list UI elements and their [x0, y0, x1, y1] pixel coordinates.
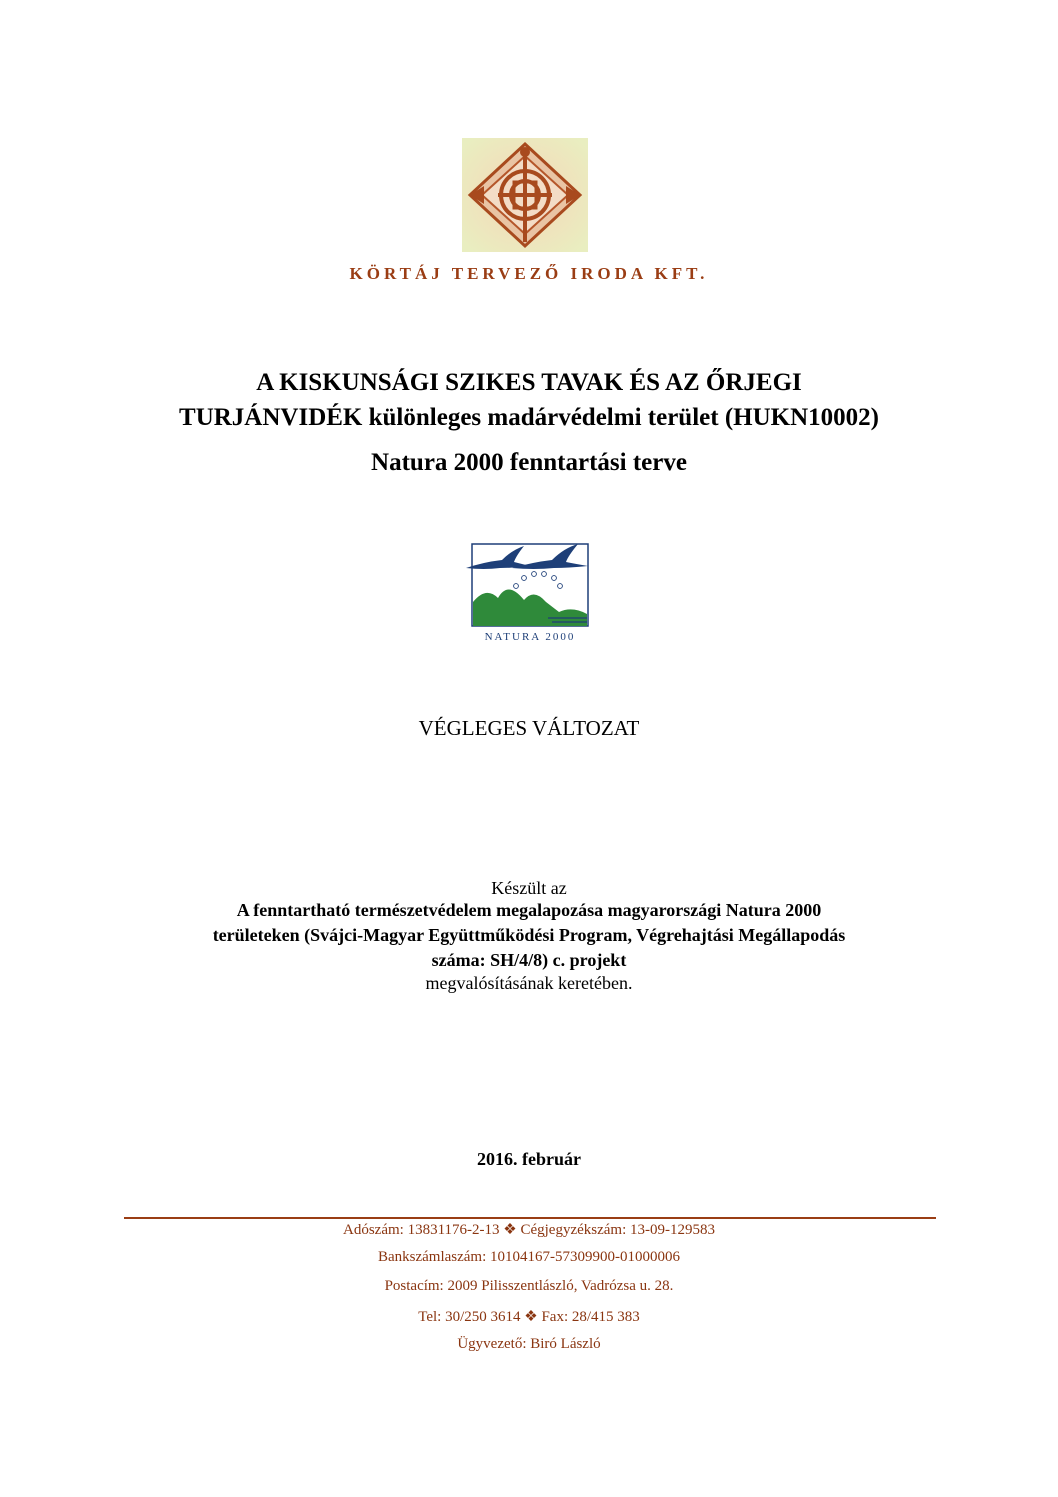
- natura-2000-logo-icon: [464, 540, 592, 644]
- prepared-intro: Készült az: [491, 878, 567, 898]
- project-title-line-2: területeken (Svájci-Magyar Együttműködési Program, Végrehajtási Megállapodás: [212, 925, 846, 945]
- document-date: 2016. február: [477, 1149, 581, 1169]
- kortaj-emblem-icon: [462, 138, 588, 252]
- company-name: KÖRTÁJ TERVEZŐ IRODA KFT.: [349, 264, 709, 283]
- footer-bank-account: Bankszámlaszám: 10104167-57309900-01000006: [377, 1249, 681, 1265]
- footer-phone-fax: Tel: 30/250 3614 ❖ Fax: 28/415 383: [418, 1309, 640, 1325]
- project-title-line-1: A fenntartható természetvédelem megalapozása magyarországi Natura 2000: [236, 900, 822, 920]
- footer-divider: [124, 1217, 936, 1219]
- document-title-line-1: A KISKUNSÁGI SZIKES TAVAK ÉS AZ ŐRJEGI: [256, 369, 802, 396]
- natura-2000-label: NATURA 2000: [484, 631, 576, 643]
- footer-managing-director: Ügyvezető: Biró László: [457, 1336, 601, 1352]
- project-title-line-3: száma: SH/4/8) c. projekt: [431, 950, 627, 970]
- document-title-line-2: TURJÁNVIDÉK különleges madárvédelmi terület (HUKN10002): [179, 404, 879, 431]
- document-subtitle: Natura 2000 fenntartási terve: [371, 449, 687, 476]
- version-label: VÉGLEGES VÁLTOZAT: [418, 716, 640, 740]
- prepared-closing: megvalósításának keretében.: [425, 973, 633, 993]
- footer-tax-info: Adószám: 13831176-2-13 ❖ Cégjegyzékszám: 13-09-129583: [343, 1222, 715, 1238]
- footer-postal-address: Postacím: 2009 Pilisszentlászló, Vadrózsa u. 28.: [384, 1278, 674, 1294]
